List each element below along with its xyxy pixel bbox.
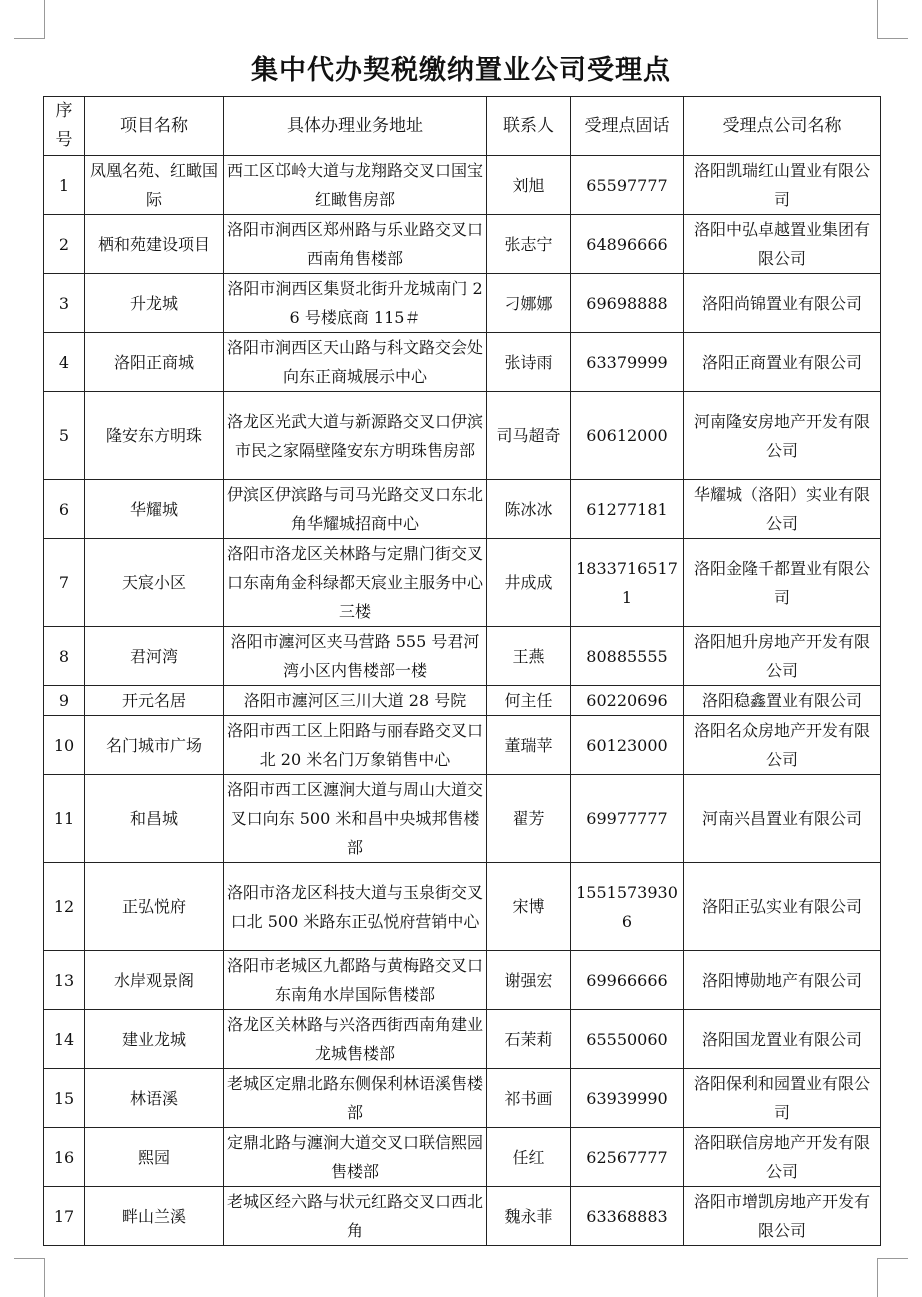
table-row (44, 775, 881, 863)
project-name: 畔山兰溪 (85, 1187, 224, 1246)
contact-person: 祁书画 (487, 1069, 571, 1128)
address: 老城区经六路与状元红路交叉口西北角 (224, 1187, 487, 1246)
phone-number: 65550060 (571, 1010, 684, 1069)
contact-person: 宋博 (487, 863, 571, 951)
contact-person: 董瑞苹 (487, 716, 571, 775)
contact-person: 张诗雨 (487, 333, 571, 392)
phone-number: 80885555 (571, 627, 684, 686)
header-contact: 联系人 (487, 97, 571, 156)
contact-person: 魏永菲 (487, 1187, 571, 1246)
table-row (44, 539, 881, 627)
project-name: 升龙城 (85, 274, 224, 333)
phone-number: 15515739306 (571, 863, 684, 951)
row-number: 1 (44, 156, 85, 215)
row-number: 7 (44, 539, 85, 627)
phone-number: 63939990 (571, 1069, 684, 1128)
table-row (44, 333, 881, 392)
project-name: 建业龙城 (85, 1010, 224, 1069)
contact-person: 井成成 (487, 539, 571, 627)
phone-number: 63368883 (571, 1187, 684, 1246)
project-name: 正弘悦府 (85, 863, 224, 951)
address: 老城区定鼎北路东侧保利林语溪售楼部 (224, 1069, 487, 1128)
phone-number: 60220696 (571, 686, 684, 716)
phone-number: 69977777 (571, 775, 684, 863)
address: 洛龙区光武大道与新源路交叉口伊滨市民之家隔壁隆安东方明珠售房部 (224, 392, 487, 480)
document-title: 集中代办契税缴纳置业公司受理点 (251, 55, 671, 86)
project-name: 凤凰名苑、红瞰国际 (85, 156, 224, 215)
company-name: 洛阳金隆千都置业有限公司 (684, 539, 881, 627)
company-name: 洛阳中弘卓越置业集团有限公司 (684, 215, 881, 274)
company-name: 洛阳博勋地产有限公司 (684, 951, 881, 1010)
address: 洛阳市洛龙区关林路与定鼎门街交叉口东南角金科绿都天宸业主服务中心三楼 (224, 539, 487, 627)
project-name: 隆安东方明珠 (85, 392, 224, 480)
row-number: 16 (44, 1128, 85, 1187)
row-number: 5 (44, 392, 85, 480)
table-row (44, 274, 881, 333)
crop-mark-bottom-left (14, 1258, 45, 1297)
address: 洛阳市老城区九都路与黄梅路交叉口东南角水岸国际售楼部 (224, 951, 487, 1010)
phone-number: 64896666 (571, 215, 684, 274)
row-number: 9 (44, 686, 85, 716)
company-name: 洛阳旭升房地产开发有限公司 (684, 627, 881, 686)
crop-mark-bottom-right (877, 1258, 908, 1297)
phone-number: 60612000 (571, 392, 684, 480)
company-name: 洛阳名众房地产开发有限公司 (684, 716, 881, 775)
row-number: 12 (44, 863, 85, 951)
contact-person: 王燕 (487, 627, 571, 686)
row-number: 15 (44, 1069, 85, 1128)
table-row (44, 627, 881, 686)
header-seq: 序 号 (44, 97, 85, 156)
office-table (43, 96, 881, 1246)
row-number: 4 (44, 333, 85, 392)
company-name: 洛阳尚锦置业有限公司 (684, 274, 881, 333)
phone-number: 60123000 (571, 716, 684, 775)
phone-number: 63379999 (571, 333, 684, 392)
address: 洛阳市涧西区集贤北街升龙城南门 26 号楼底商 115＃ (224, 274, 487, 333)
project-name: 水岸观景阁 (85, 951, 224, 1010)
address: 洛阳市西工区瀍涧大道与周山大道交叉口向东 500 米和昌中央城邦售楼部 (224, 775, 487, 863)
address: 洛阳市瀍河区夹马营路 555 号君河湾小区内售楼部一楼 (224, 627, 487, 686)
phone-number: 18337165171 (571, 539, 684, 627)
table-row (44, 480, 881, 539)
company-name: 洛阳正弘实业有限公司 (684, 863, 881, 951)
company-name: 华耀城（洛阳）实业有限公司 (684, 480, 881, 539)
phone-number: 65597777 (571, 156, 684, 215)
contact-person: 何主任 (487, 686, 571, 716)
company-name: 洛阳正商置业有限公司 (684, 333, 881, 392)
project-name: 君河湾 (85, 627, 224, 686)
header-company: 受理点公司名称 (684, 97, 881, 156)
company-name: 洛阳凯瑞红山置业有限公司 (684, 156, 881, 215)
contact-person: 任红 (487, 1128, 571, 1187)
company-name: 河南兴昌置业有限公司 (684, 775, 881, 863)
table-row (44, 716, 881, 775)
project-name: 熙园 (85, 1128, 224, 1187)
address: 伊滨区伊滨路与司马光路交叉口东北角华耀城招商中心 (224, 480, 487, 539)
row-number: 17 (44, 1187, 85, 1246)
address: 洛阳市洛龙区科技大道与玉泉街交叉口北 500 米路东正弘悦府营销中心 (224, 863, 487, 951)
address: 洛阳市涧西区天山路与科文路交会处向东正商城展示中心 (224, 333, 487, 392)
address: 洛阳市瀍河区三川大道 28 号院 (224, 686, 487, 716)
contact-person: 刘旭 (487, 156, 571, 215)
table-row (44, 951, 881, 1010)
company-name: 洛阳稳鑫置业有限公司 (684, 686, 881, 716)
project-name: 名门城市广场 (85, 716, 224, 775)
address: 洛阳市涧西区郑州路与乐业路交叉口西南角售楼部 (224, 215, 487, 274)
project-name: 华耀城 (85, 480, 224, 539)
row-number: 13 (44, 951, 85, 1010)
contact-person: 刁娜娜 (487, 274, 571, 333)
table-row (44, 1069, 881, 1128)
table-row (44, 215, 881, 274)
table-row (44, 1010, 881, 1069)
table-row (44, 1187, 881, 1246)
table-row (44, 686, 881, 716)
row-number: 14 (44, 1010, 85, 1069)
contact-person: 陈冰冰 (487, 480, 571, 539)
company-name: 洛阳国龙置业有限公司 (684, 1010, 881, 1069)
crop-mark-top-right (877, 0, 908, 39)
row-number: 11 (44, 775, 85, 863)
company-name: 洛阳保利和园置业有限公司 (684, 1069, 881, 1128)
row-number: 2 (44, 215, 85, 274)
company-name: 洛阳市增凯房地产开发有限公司 (684, 1187, 881, 1246)
header-project: 项目名称 (85, 97, 224, 156)
phone-number: 69698888 (571, 274, 684, 333)
project-name: 和昌城 (85, 775, 224, 863)
row-number: 10 (44, 716, 85, 775)
contact-person: 翟芳 (487, 775, 571, 863)
address: 定鼎北路与瀍涧大道交叉口联信熙园售楼部 (224, 1128, 487, 1187)
project-name: 栖和苑建设项目 (85, 215, 224, 274)
contact-person: 司马超奇 (487, 392, 571, 480)
table-row (44, 392, 881, 480)
project-name: 天宸小区 (85, 539, 224, 627)
header-address: 具体办理业务地址 (224, 97, 487, 156)
row-number: 6 (44, 480, 85, 539)
project-name: 洛阳正商城 (85, 333, 224, 392)
company-name: 洛阳联信房地产开发有限公司 (684, 1128, 881, 1187)
project-name: 林语溪 (85, 1069, 224, 1128)
crop-mark-top-left (14, 0, 45, 39)
contact-person: 张志宁 (487, 215, 571, 274)
address: 洛龙区关林路与兴洛西街西南角建业龙城售楼部 (224, 1010, 487, 1069)
company-name: 河南隆安房地产开发有限公司 (684, 392, 881, 480)
header-phone: 受理点固话 (571, 97, 684, 156)
phone-number: 62567777 (571, 1128, 684, 1187)
table-row (44, 156, 881, 215)
address: 西工区邙岭大道与龙翔路交叉口国宝红瞰售房部 (224, 156, 487, 215)
table-row (44, 863, 881, 951)
phone-number: 61277181 (571, 480, 684, 539)
contact-person: 谢强宏 (487, 951, 571, 1010)
table-row (44, 1128, 881, 1187)
header-row (44, 97, 881, 156)
project-name: 开元名居 (85, 686, 224, 716)
row-number: 3 (44, 274, 85, 333)
phone-number: 69966666 (571, 951, 684, 1010)
contact-person: 石茉莉 (487, 1010, 571, 1069)
row-number: 8 (44, 627, 85, 686)
address: 洛阳市西工区上阳路与丽春路交叉口北 20 米名门万象销售中心 (224, 716, 487, 775)
